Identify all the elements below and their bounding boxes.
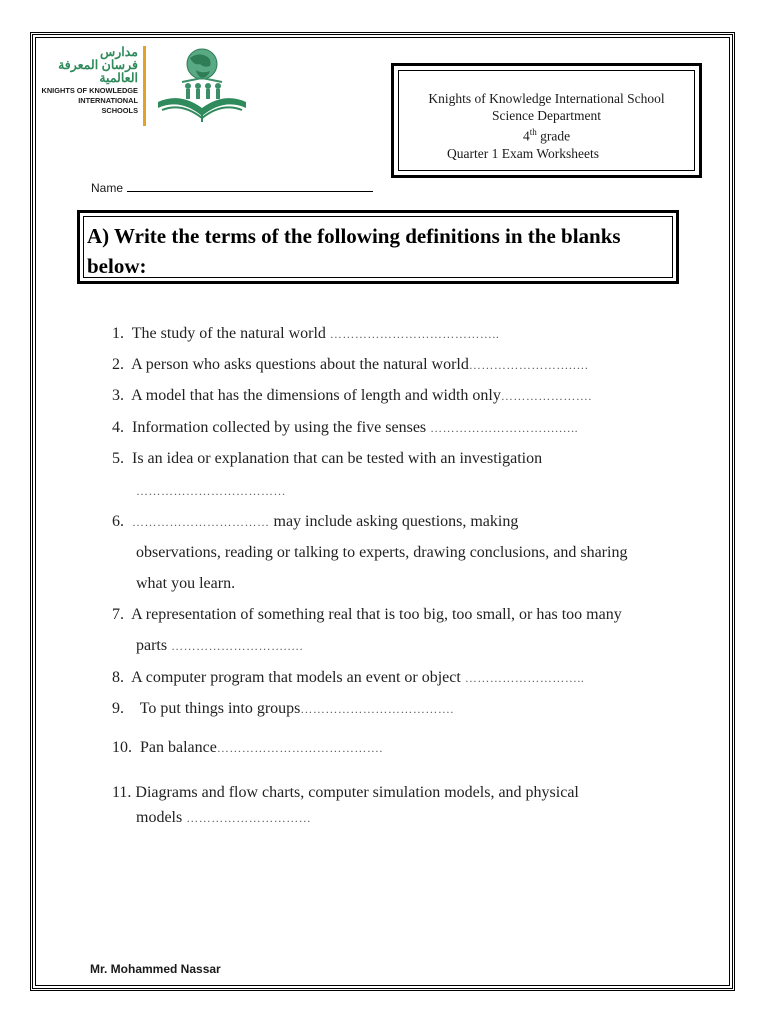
question-text: A model that has the dimensions of length and width only xyxy=(131,387,501,404)
logo-accent-bar xyxy=(143,46,146,126)
question-item xyxy=(112,513,518,531)
logo-arabic-line: العالمية xyxy=(99,71,138,85)
answer-blank[interactable]: ……………………….. xyxy=(464,671,585,685)
question-item xyxy=(112,669,584,687)
question-item xyxy=(112,450,542,468)
answer-blank[interactable]: ………………………….….. xyxy=(430,421,579,435)
question-continuation xyxy=(136,637,303,655)
question-text: A computer program that models an event or object xyxy=(131,669,461,686)
teacher-name: Mr. Mohammed Nassar xyxy=(90,962,221,976)
question-item xyxy=(112,325,499,343)
answer-blank[interactable]: …………………. xyxy=(500,389,592,403)
grade-number: 4 xyxy=(522,128,530,144)
answer-blank[interactable]: ………………………………. xyxy=(300,702,454,716)
answer-blank[interactable]: …………………………… xyxy=(132,515,270,529)
question-item xyxy=(112,700,454,718)
name-label: Name xyxy=(91,181,124,195)
question-number: 4. xyxy=(112,419,124,436)
question-number: 2. xyxy=(112,356,124,373)
name-blank-line[interactable] xyxy=(127,180,373,192)
school-name: Knights of Knowledge International School xyxy=(428,91,665,106)
question-continuation: what you learn. xyxy=(136,575,236,592)
question-number: 1. xyxy=(112,325,124,342)
question-item xyxy=(112,606,622,624)
logo-english-line: INTERNATIONAL xyxy=(78,96,138,105)
instructions-box xyxy=(77,210,679,284)
question-text: Pan balance xyxy=(140,739,217,756)
question-number: 3. xyxy=(112,387,124,404)
department: Science Department xyxy=(491,108,602,123)
answer-blank[interactable]: ………………………………….. xyxy=(329,327,500,341)
question-number: 7. xyxy=(112,606,124,623)
question-number: 5. xyxy=(112,450,124,467)
question-number: 11. xyxy=(112,784,132,801)
logo-english-line: KNIGHTS OF KNOWLEDGE xyxy=(41,86,138,95)
question-text: may include asking questions, making xyxy=(273,513,519,530)
question-continuation: observations, reading or talking to experts, drawing conclusions, and sharing xyxy=(136,544,628,561)
globe-book-icon xyxy=(152,46,252,128)
question-text: A person who asks questions about the natural world xyxy=(131,356,469,373)
exam-title: Quarter 1 Exam Worksheets xyxy=(447,145,599,161)
question-text: The study of the natural world xyxy=(131,325,326,342)
answer-blank[interactable]: ………………………… xyxy=(186,811,312,825)
question-text: To put things into groups xyxy=(139,700,301,717)
school-info-text xyxy=(398,70,695,171)
grade-suffix: th xyxy=(529,127,537,137)
question-number: 10. xyxy=(112,739,132,756)
question-item xyxy=(112,387,592,405)
question-item xyxy=(112,356,588,374)
grade-word: grade xyxy=(540,128,571,144)
question-text: Diagrams and flow charts, computer simulation models, and physical xyxy=(135,784,579,801)
answer-blank[interactable]: ……………………………… xyxy=(136,484,286,498)
question-number: 8. xyxy=(112,669,124,686)
question-text: models xyxy=(136,809,183,826)
question-text: parts xyxy=(136,637,168,654)
question-text: Is an idea or explanation that can be tested with an investigation xyxy=(132,450,543,467)
question-number: 9. xyxy=(112,700,124,717)
school-logo xyxy=(40,46,255,128)
grade xyxy=(399,124,694,145)
answer-blank[interactable]: …………………………………. xyxy=(216,741,383,755)
question-continuation xyxy=(136,809,311,827)
school-info-box xyxy=(391,63,702,178)
logo-arabic-line: فرسان المعرفة xyxy=(58,58,138,72)
logo-text xyxy=(40,46,138,115)
question-number: 6. xyxy=(112,513,124,530)
question-continuation xyxy=(136,482,286,500)
question-text: A representation of something real that is too big, too small, or has too many xyxy=(131,606,622,623)
answer-blank[interactable]: …………………….…. xyxy=(468,358,589,372)
question-item xyxy=(112,419,578,437)
question-item xyxy=(112,784,579,802)
question-text: Information collected by using the five senses xyxy=(132,419,427,436)
logo-arabic-line: مدارس xyxy=(99,45,138,59)
logo-english-line: SCHOOLS xyxy=(101,106,138,115)
answer-blank[interactable]: ……………………….…. xyxy=(171,639,304,653)
question-item xyxy=(112,739,383,757)
name-field xyxy=(91,180,373,195)
instructions-text: A) Write the terms of the following definitions in the blanks below: xyxy=(83,216,673,278)
